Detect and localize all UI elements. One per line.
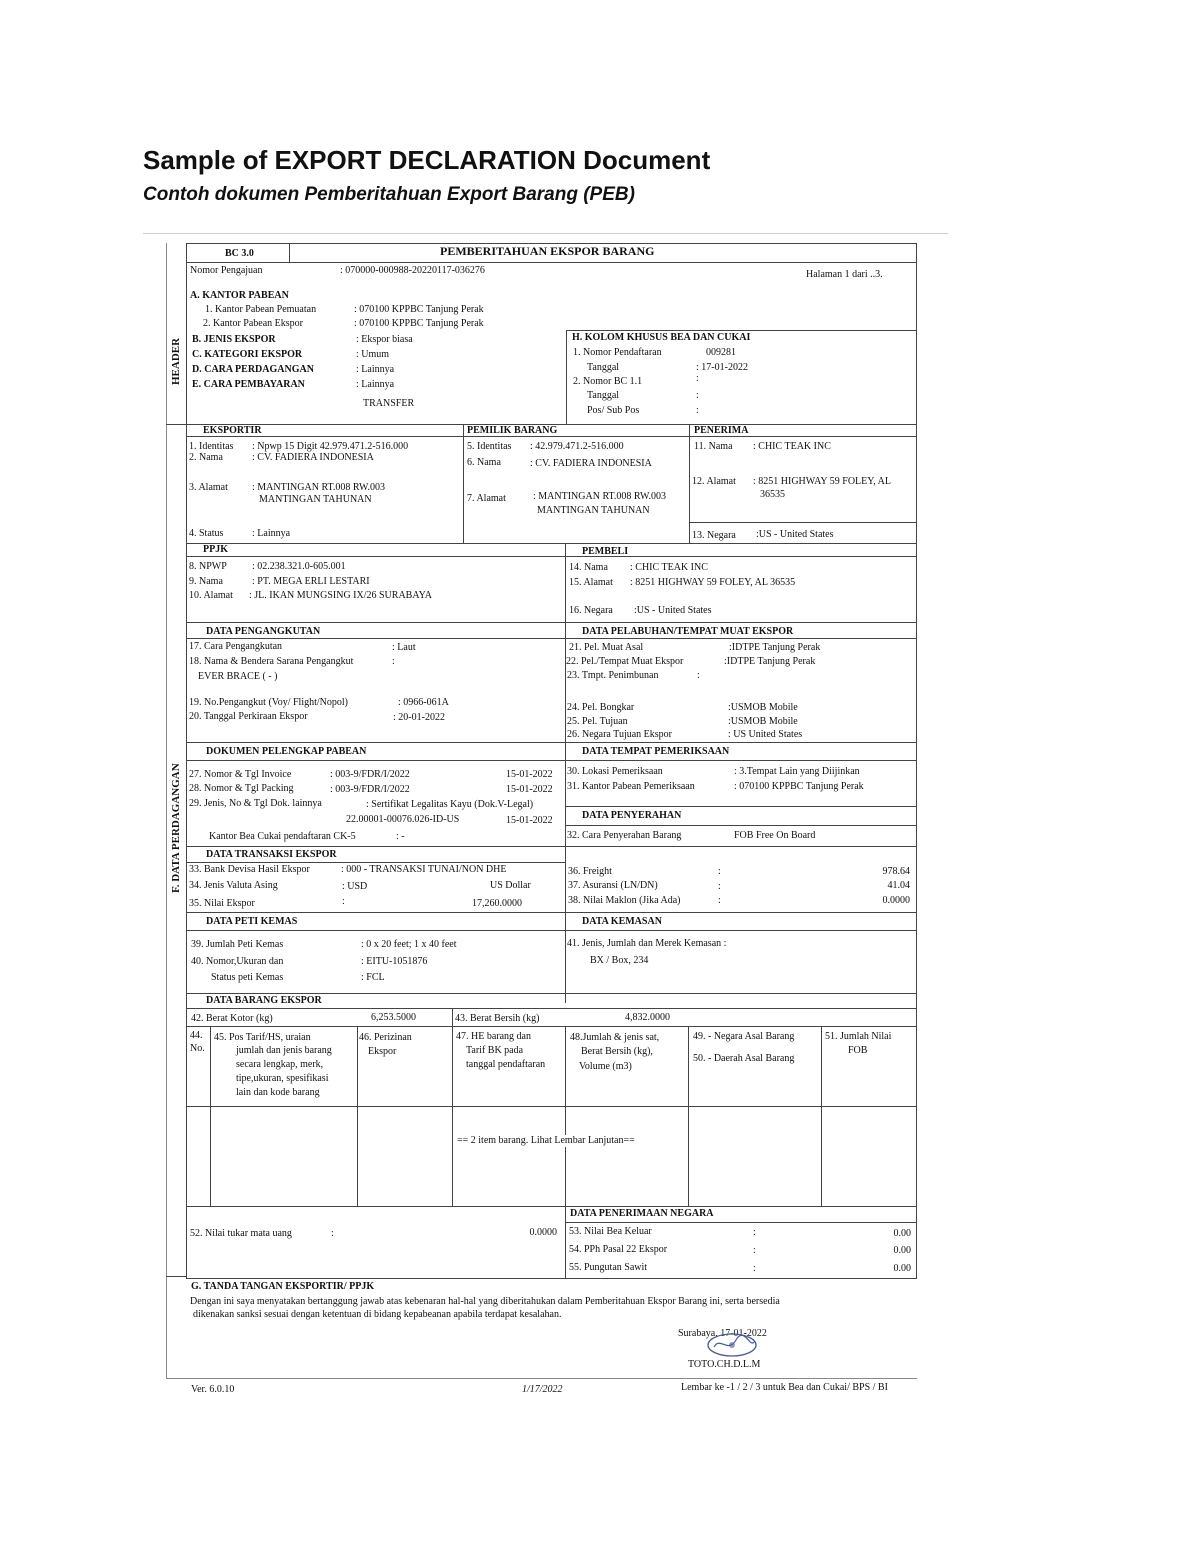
eksportir-identitas-value: : Npwp 15 Digit 42.979.471.2-516.000 <box>252 441 409 452</box>
nilai-ekspor-colon: : <box>342 896 345 907</box>
ppjk-npwp-value: : 02.238.321.0-605.001 <box>252 561 346 572</box>
cara-perdagangan-label: D. CARA PERDAGANGAN <box>192 364 314 375</box>
barang-title-border <box>186 1008 917 1009</box>
jenis-ekspor-value: : Ekspor biasa <box>356 334 413 345</box>
barang-title: DATA BARANG EKSPOR <box>206 995 322 1006</box>
pungutan-sawit-value: 0.00 <box>893 1263 911 1274</box>
col-51-header-2: FOB <box>848 1045 868 1056</box>
pelabuhan-title: DATA PELABUHAN/TEMPAT MUAT EKSPOR <box>582 626 794 637</box>
pernyataan-line-1: Dengan ini saya menyatakan bertanggung jawab atas kebenaran hal-hal yang diberitahukan dalam Pemberitahuan Ekspor Barang ini, serta bersedia <box>190 1296 780 1307</box>
form-code: BC 3.0 <box>225 248 254 259</box>
penerima-title: PENERIMA <box>694 425 749 436</box>
pembeli-title: PEMBELI <box>582 546 629 557</box>
sarana-pengangkut-label: 18. Nama & Bendera Sarana Pengangkut <box>189 656 354 667</box>
transaksi-top-border <box>186 846 917 847</box>
eksportir-identitas-label: 1. Identitas <box>189 441 234 452</box>
pemeriksaan-title: DATA TEMPAT PEMERIKSAAN <box>582 746 730 757</box>
pembeli-alamat-label: 15. Alamat <box>569 577 613 588</box>
barang-header-bottom <box>186 1106 917 1107</box>
penerimaan-bottom-border <box>186 1278 917 1279</box>
pph-label: 54. PPh Pasal 22 Ekspor <box>569 1244 668 1255</box>
packing-date: 15-01-2022 <box>506 784 553 795</box>
invoice-value: : 003-9/FDR/I/2022 <box>330 769 410 780</box>
ppjk-alamat-label: 10. Alamat <box>189 590 233 601</box>
jumlah-peti-value: : 0 x 20 feet; 1 x 40 feet <box>361 939 457 950</box>
nomor-bc11-label: 2. Nomor BC 1.1 <box>573 376 643 387</box>
pembeli-negara-value: :US - United States <box>634 605 712 616</box>
tmpt-penimbunan-value: : <box>697 670 700 681</box>
maklon-value: 0.0000 <box>882 895 910 906</box>
page-subtitle: Contoh dokumen Pemberitahuan Export Barang (PEB) <box>143 184 635 205</box>
bank-devisa-value: : 000 - TRANSAKSI TUNAI/NON DHE <box>341 864 507 875</box>
nomor-pengajuan-value: : 070000-000988-20220117-036276 <box>340 265 485 276</box>
penerimaan-title: DATA PENERIMAAN NEGARA <box>570 1208 714 1219</box>
pel-tujuan-value: :USMOB Mobile <box>728 716 798 727</box>
col-47-header-2: Tarif BK pada <box>466 1045 524 1056</box>
berat-bersih-label: 43. Berat Bersih (kg) <box>455 1013 540 1024</box>
page-title: Sample of EXPORT DECLARATION Document <box>143 145 711 175</box>
eksportir-nama-value: : CV. FADIERA INDONESIA <box>252 452 374 463</box>
barang-top-border <box>186 993 917 994</box>
h-box-left <box>566 330 567 424</box>
pel-bongkar-label: 24. Pel. Bongkar <box>567 702 635 713</box>
packing-label: 28. Nomor & Tgl Packing <box>189 783 294 794</box>
col-45-header-2: jumlah dan jenis barang <box>236 1045 332 1056</box>
dok-lainnya-label: 29. Jenis, No & Tgl Dok. lainnya <box>189 798 322 809</box>
penerima-alamat-value-2: 36535 <box>760 489 785 500</box>
ppjk-npwp-label: 8. NPWP <box>189 561 227 572</box>
maklon-colon: : <box>718 895 721 906</box>
tgl-perkiraan-value: : 20-01-2022 <box>393 712 445 723</box>
cara-pengangkutan-label: 17. Cara Pengangkutan <box>189 641 283 652</box>
tanggal-pendaftaran-label: Tanggal <box>587 362 620 373</box>
col-48-header: 48.Jumlah & jenis sat, <box>570 1032 660 1043</box>
party-divider-2 <box>689 424 690 543</box>
kantor-pemuatan-value: : 070100 KPPBC Tanjung Perak <box>354 304 484 315</box>
nilai-tukar-label: 52. Nilai tukar mata uang <box>190 1228 292 1239</box>
tanggal-bc11-value: : <box>696 390 699 401</box>
col-divider-49 <box>821 1026 822 1206</box>
kemasan-label: 41. Jenis, Jumlah dan Merek Kemasan : <box>567 938 727 949</box>
negara-tujuan-value: : US United States <box>728 729 803 740</box>
form-inner-left-border <box>186 243 187 1279</box>
lokasi-pemeriksaan-label: 30. Lokasi Pemeriksaan <box>567 766 663 777</box>
dokumen-top-border <box>186 742 917 743</box>
eksportir-title: EKSPORTIR <box>203 425 262 436</box>
eksportir-alamat-value-2: MANTINGAN TAHUNAN <box>259 494 372 505</box>
penerima-nama-label: 11. Nama <box>694 441 733 452</box>
pemilik-identitas-label: 5. Identitas <box>467 441 512 452</box>
asuransi-value: 41.04 <box>887 880 910 891</box>
ppjk-title: PPJK <box>203 544 228 555</box>
tmpt-penimbunan-label: 23. Tmpt. Penimbunan <box>567 670 659 681</box>
side-bottom-divider <box>166 1276 186 1277</box>
ppjk-nama-label: 9. Nama <box>189 576 223 587</box>
bea-keluar-label: 53. Nilai Bea Keluar <box>569 1226 652 1237</box>
nomor-peti-value: : EITU-1051876 <box>361 956 428 967</box>
tgl-perkiraan-label: 20. Tanggal Perkiraan Ekspor <box>189 711 308 722</box>
bea-keluar-colon: : <box>753 1227 756 1238</box>
transaksi-title-border <box>186 862 565 863</box>
cara-penyerahan-label: 32. Cara Penyerahan Barang <box>567 830 682 841</box>
tanggal-bc11-label: Tanggal <box>587 390 620 401</box>
freight-label: 36. Freight <box>568 866 612 877</box>
ppjk-top-border <box>186 543 917 544</box>
freight-colon: : <box>718 866 721 877</box>
side-label-data-perdagangan: F. DATA PERDAGANGAN <box>170 763 182 893</box>
pemilik-alamat-value-2: MANTINGAN TAHUNAN <box>537 505 650 516</box>
peti-top-border <box>186 912 917 913</box>
form-title-border <box>186 262 917 263</box>
bea-keluar-value: 0.00 <box>893 1228 911 1239</box>
nomor-bc11-value: : <box>696 373 699 384</box>
nilai-tukar-value: 0.0000 <box>529 1227 557 1238</box>
ppjk-alamat-value: : JL. IKAN MUNGSING IX/26 SURABAYA <box>249 590 432 601</box>
col-divider-44 <box>210 1026 211 1206</box>
pph-colon: : <box>753 1245 756 1256</box>
nilai-ekspor-label: 35. Nilai Ekspor <box>189 898 255 909</box>
negara-tujuan-label: 26. Negara Tujuan Ekspor <box>567 729 672 740</box>
pel-tujuan-label: 25. Pel. Tujuan <box>567 716 628 727</box>
col-50-header: 50. - Daerah Asal Barang <box>693 1053 795 1064</box>
pos-subpos-value: : <box>696 405 699 416</box>
cara-pembayaran-value: : Lainnya <box>356 379 395 390</box>
eksportir-alamat-label: 3. Alamat <box>189 482 228 493</box>
col-46-header: 46. Perizinan <box>359 1032 412 1043</box>
dok-lainnya-date: 15-01-2022 <box>506 815 553 826</box>
dok-lainnya-value: : Sertifikat Legalitas Kayu (Dok.V-Legal) <box>366 799 534 810</box>
col-49-header: 49. - Negara Asal Barang <box>693 1031 795 1042</box>
cara-perdagangan-value: : Lainnya <box>356 364 395 375</box>
nomor-pendaftaran-value: 009281 <box>706 347 736 358</box>
kolom-khusus-title: H. KOLOM KHUSUS BEA DAN CUKAI <box>572 332 751 343</box>
pemilik-alamat-value: : MANTINGAN RT.008 RW.003 <box>533 491 667 502</box>
pel-muat-ekspor-label: 22. Pel./Tempat Muat Ekspor <box>566 656 684 667</box>
barang-lanjutan-note: == 2 item barang. Lihat Lembar Lanjutan== <box>457 1135 635 1146</box>
kantor-pemuatan-label: 1. Kantor Pabean Pemuatan <box>205 304 317 315</box>
nilai-tukar-colon: : <box>331 1228 334 1239</box>
berat-kotor-value: 6,253.5000 <box>371 1012 416 1023</box>
side-divider <box>166 424 186 425</box>
version: Ver. 6.0.10 <box>191 1384 235 1395</box>
penerimaan-top-border <box>186 1206 917 1207</box>
kantor-ck5-value: : - <box>396 831 405 842</box>
dokumen-title-border <box>186 760 917 761</box>
dok-lainnya-number: 22.00001-00076.026-ID-US <box>346 814 460 825</box>
kantor-pemeriksaan-label: 31. Kantor Pabean Pemeriksaan <box>567 781 695 792</box>
pungutan-sawit-colon: : <box>753 1263 756 1274</box>
form-bottom-border <box>166 1378 917 1379</box>
col-47-header-3: tanggal pendaftaran <box>466 1059 546 1070</box>
no-pengangkut-label: 19. No.Pengangkut (Voy/ Flight/Nopol) <box>189 697 348 708</box>
pos-subpos-label: Pos/ Sub Pos <box>587 405 640 416</box>
asuransi-label: 37. Asuransi (LN/DN) <box>568 880 658 891</box>
pel-bongkar-value: :USMOB Mobile <box>728 702 798 713</box>
cara-pengangkutan-value: : Laut <box>392 642 416 653</box>
penyerahan-top-border <box>565 806 917 807</box>
pemilik-title: PEMILIK BARANG <box>467 425 558 436</box>
signature-stamp-icon <box>702 1330 762 1360</box>
pembeli-nama-label: 14. Nama <box>569 562 608 573</box>
col-divider-47 <box>565 1026 566 1206</box>
kemasan-title: DATA KEMASAN <box>582 916 662 927</box>
pembeli-alamat-value: : 8251 HIGHWAY 59 FOLEY, AL 36535 <box>630 577 796 588</box>
maklon-label: 38. Nilai Maklon (Jika Ada) <box>568 895 681 906</box>
party-divider-1 <box>463 424 464 543</box>
h-box-top <box>566 330 917 331</box>
penerima-alamat-value: : 8251 HIGHWAY 59 FOLEY, AL <box>753 476 891 487</box>
col-45-header-5: lain dan kode barang <box>236 1087 320 1098</box>
kemasan-value: BX / Box, 234 <box>590 955 649 966</box>
packing-value: : 003-9/FDR/I/2022 <box>330 784 410 795</box>
invoice-label: 27. Nomor & Tgl Invoice <box>189 769 292 780</box>
form-title: PEMBERITAHUAN EKSPOR BARANG <box>440 244 655 258</box>
berat-kotor-label: 42. Berat Kotor (kg) <box>191 1013 273 1024</box>
kantor-ekspor-value: : 070100 KPPBC Tanjung Perak <box>354 318 484 329</box>
pembeli-negara-label: 16. Negara <box>569 605 613 616</box>
signatory-name: TOTO.CH.D.L.M <box>688 1359 761 1370</box>
col-45-header-4: tipe,ukuran, spesifikasi <box>236 1073 329 1084</box>
pungutan-sawit-label: 55. Pungutan Sawit <box>569 1262 648 1273</box>
kategori-ekspor-value: : Umum <box>356 349 390 360</box>
tempat-tanggal: Surabaya, 17-01-2022 <box>678 1328 767 1339</box>
halaman: Halaman 1 dari ..3. <box>806 269 883 280</box>
kantor-ck5-label: Kantor Bea Cukai pendaftaran CK-5 <box>209 831 356 842</box>
col-44-header-2: No. <box>190 1043 205 1054</box>
pengangkutan-title: DATA PENGANGKUTAN <box>206 626 321 637</box>
no-pengangkut-value: : 0966-061A <box>398 697 449 708</box>
tanggal-pendaftaran-value: : 17-01-2022 <box>696 362 748 373</box>
asuransi-colon: : <box>718 881 721 892</box>
invoice-date: 15-01-2022 <box>506 769 553 780</box>
print-date: 1/17/2022 <box>522 1384 563 1395</box>
ppjk-title-border <box>186 556 917 557</box>
berat-divider <box>452 1008 453 1026</box>
kantor-pemeriksaan-value: : 070100 KPPBC Tanjung Perak <box>734 781 864 792</box>
pel-muat-asal-label: 21. Pel. Muat Asal <box>569 642 644 653</box>
col-45-header: 45. Pos Tarif/HS, uraian <box>214 1032 311 1043</box>
pph-value: 0.00 <box>893 1245 911 1256</box>
kantor-ekspor-label: 2. Kantor Pabean Ekspor <box>203 318 303 329</box>
eksportir-alamat-value: : MANTINGAN RT.008 RW.003 <box>252 482 386 493</box>
penerima-negara-border <box>689 522 917 523</box>
pengangkutan-title-border <box>186 638 917 639</box>
col-48-header-3: Volume (m3) <box>579 1061 632 1072</box>
col-46-header-2: Ekspor <box>368 1046 397 1057</box>
pembeli-nama-value: : CHIC TEAK INC <box>630 562 708 573</box>
barang-header-top <box>186 1026 917 1027</box>
pel-muat-asal-value: :IDTPE Tanjung Perak <box>729 642 821 653</box>
status-peti-label: Status peti Kemas <box>211 972 284 983</box>
jenis-ekspor-label: B. JENIS EKSPOR <box>192 334 276 345</box>
penerima-negara-label: 13. Negara <box>692 530 736 541</box>
freight-value: 978.64 <box>882 866 910 877</box>
kategori-ekspor-label: C. KATEGORI EKSPOR <box>192 349 303 360</box>
pernyataan-line-2: dikenakan sanksi sesuai dengan ketentuan di bidang kepabeanan apabila terdapat kesalahan. <box>193 1309 562 1320</box>
cara-pembayaran-extra: TRANSFER <box>363 398 415 409</box>
penyerahan-title: DATA PENYERAHAN <box>582 810 682 821</box>
penerimaan-title-border <box>565 1222 917 1223</box>
nomor-pendaftaran-label: 1. Nomor Pendaftaran <box>573 347 662 358</box>
side-label-header: HEADER <box>170 337 182 385</box>
col-divider-48 <box>688 1026 689 1206</box>
penerima-nama-value: : CHIC TEAK INC <box>753 441 831 452</box>
penerima-alamat-label: 12. Alamat <box>692 476 736 487</box>
col-45-header-3: secara lengkap, merk, <box>236 1059 324 1070</box>
sarana-pengangkut-colon: : <box>392 656 395 667</box>
valuta-value: : USD <box>342 881 368 892</box>
berat-bersih-value: 4,832.0000 <box>625 1012 670 1023</box>
pemilik-nama-value: : CV. FADIERA INDONESIA <box>530 458 652 469</box>
lokasi-pemeriksaan-value: : 3.Tempat Lain yang Diijinkan <box>734 766 860 777</box>
valuta-name: US Dollar <box>490 880 531 891</box>
penyerahan-title-border <box>565 825 917 826</box>
jumlah-peti-label: 39. Jumlah Peti Kemas <box>191 939 284 950</box>
peti-title-border <box>186 930 917 931</box>
nilai-ekspor-value: 17,260.0000 <box>472 898 522 909</box>
cara-pembayaran-label: E. CARA PEMBAYARAN <box>192 379 305 390</box>
nomor-peti-label: 40. Nomor,Ukuran dan <box>191 956 284 967</box>
col-51-header: 51. Jumlah Nilai <box>825 1031 892 1042</box>
pengangkutan-top-border <box>186 622 917 623</box>
col-divider-46 <box>452 1026 453 1206</box>
valuta-label: 34. Jenis Valuta Asing <box>189 880 278 891</box>
penerima-negara-value: :US - United States <box>756 529 834 540</box>
peti-title: DATA PETI KEMAS <box>206 916 298 927</box>
col-divider-45 <box>357 1026 358 1206</box>
col-44-header: 44. <box>190 1030 203 1041</box>
transaksi-title: DATA TRANSAKSI EKSPOR <box>206 849 337 860</box>
status-peti-value: : FCL <box>361 972 385 983</box>
nomor-pengajuan-label: Nomor Pengajuan <box>190 265 263 276</box>
pel-muat-ekspor-value: :IDTPE Tanjung Perak <box>724 656 816 667</box>
kantor-pabean-title: A. KANTOR PABEAN <box>190 290 289 301</box>
pemilik-alamat-label: 7. Alamat <box>467 493 506 504</box>
sarana-pengangkut-value: EVER BRACE ( - ) <box>198 671 278 682</box>
tanda-tangan-title: G. TANDA TANGAN EKSPORTIR/ PPJK <box>191 1281 375 1292</box>
form-left-border <box>166 243 167 1379</box>
lembar-info: Lembar ke -1 / 2 / 3 untuk Bea dan Cukai/ BPS / BI <box>681 1382 888 1393</box>
dokumen-title: DOKUMEN PELENGKAP PABEAN <box>206 746 367 757</box>
form-right-border <box>916 243 917 1279</box>
col-47-header: 47. HE barang dan <box>456 1031 531 1042</box>
cara-penyerahan-value: FOB Free On Board <box>734 830 816 841</box>
divider <box>143 233 948 234</box>
col-48-header-2: Berat Bersih (kg), <box>581 1046 653 1057</box>
eksportir-status-value: : Lainnya <box>252 528 291 539</box>
ppjk-nama-value: : PT. MEGA ERLI LESTARI <box>252 576 370 587</box>
bank-devisa-label: 33. Bank Devisa Hasil Ekspor <box>189 864 310 875</box>
penerimaan-divider <box>565 1206 566 1278</box>
eksportir-status-label: 4. Status <box>189 528 224 539</box>
center-divider-1 <box>565 543 566 1003</box>
form-code-divider <box>289 243 290 262</box>
pemilik-nama-label: 6. Nama <box>467 457 501 468</box>
pemilik-identitas-value: : 42.979.471.2-516.000 <box>530 441 624 452</box>
eksportir-nama-label: 2. Nama <box>189 452 223 463</box>
